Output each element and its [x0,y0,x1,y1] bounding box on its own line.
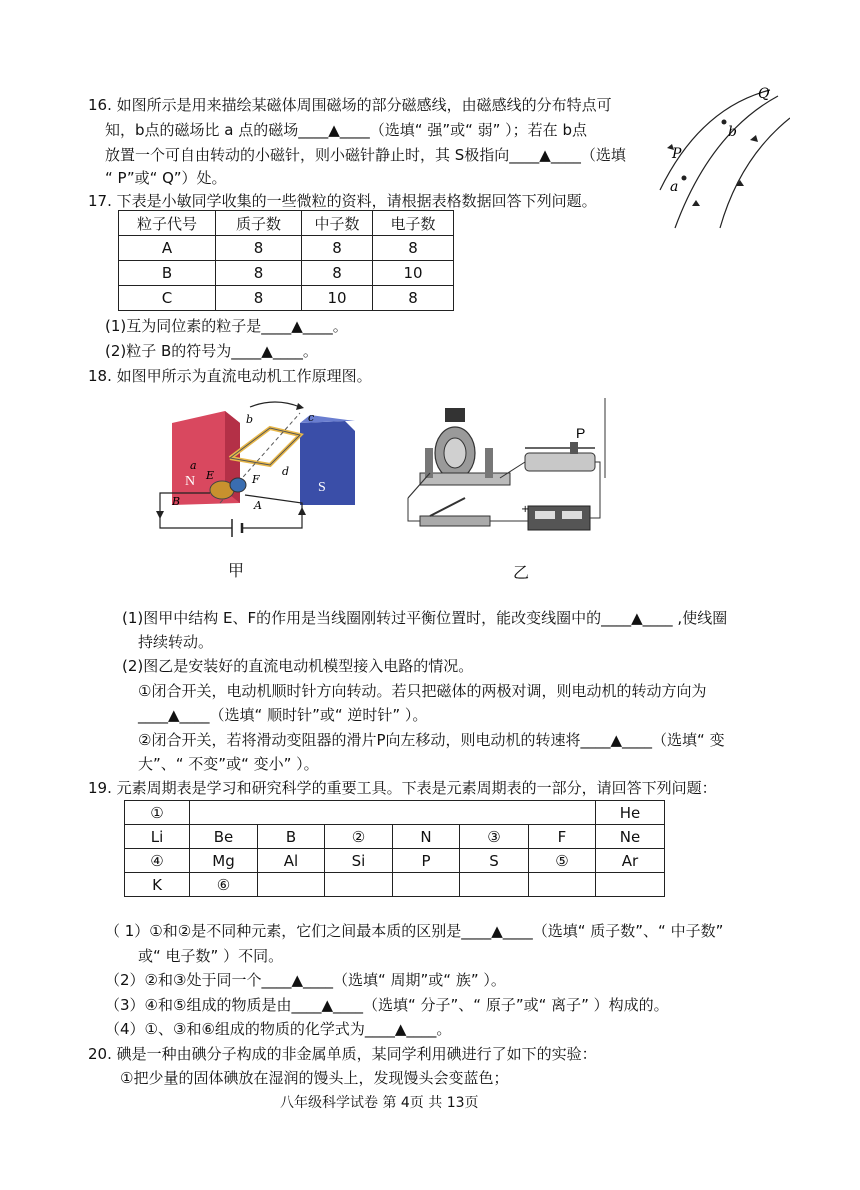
label-a-lower: a [190,459,197,472]
label-n: N [185,474,196,489]
table-header: 质子数 [216,211,302,236]
q18-intro: 18. 如图甲所示为直流电动机工作原理图。 [88,367,372,385]
table-cell: 10 [373,261,454,286]
label-e: E [206,469,215,482]
q17-intro: 17. 下表是小敏同学收集的一些微粒的资料，请根据表格数据回答下列问题。 [88,192,597,210]
table-row [119,286,454,311]
q16-line4: “ P”或“ Q”）处。 [105,169,227,187]
label-f: F [252,473,260,486]
caption-jia: 甲 [228,561,245,580]
table-cell: S [460,849,529,873]
table-cell: C [119,286,216,311]
table-cell: Mg [190,849,258,873]
motor-model-figure [400,398,610,548]
table-cell: 8 [302,261,373,286]
table-cell: He [596,801,665,825]
label-b: b [728,124,737,140]
table-row [125,801,665,825]
q19-sub3: （3）④和⑤组成的物质是由____▲____（选填“ 分子”、“ 原子”或“ 离子” ）构成的。 [105,996,669,1014]
label-s: S [318,480,326,495]
table-cell: B [119,261,216,286]
q18-sub2b-line2: 大”、“ 不变”或“ 变小” ）。 [138,755,319,773]
table-cell [596,873,665,897]
q16-line3: 放置一个可自由转动的小磁针，则小磁针静止时，其 S极指向____▲____（选填 [105,146,626,164]
table-cell: Ne [596,825,665,849]
q19-sub1-line2: 或“ 电子数” ）不同。 [138,947,284,965]
q18-sub2a-line1: ①闭合开关，电动机顺时针方向转动。若只把磁体的两极对调，则电动机的转动方向为 [138,682,707,700]
table-cell: Be [190,825,258,849]
q18-sub2: (2)图乙是安装好的直流电动机模型接入电路的情况。 [122,657,474,675]
table-gap [190,801,596,825]
q19-sub2: （2）②和③处于同一个____▲____（选填“ 周期”或“ 族” ）。 [105,971,506,989]
label-c: c [308,411,315,424]
table-cell: P [393,849,460,873]
label-d: d [282,465,290,478]
table-cell: B [258,825,325,849]
label-b-lower: b [246,413,254,426]
motor-principle-figure [150,393,365,548]
periodic-table [124,800,665,897]
table-header: 中子数 [302,211,373,236]
table-cell: ④ [125,849,190,873]
q18-sub1-line1: (1)图甲中结构 E、F的作用是当线圈刚转过平衡位置时，能改变线圈中的____▲____ ,使线圈 [122,609,728,627]
table-cell: A [119,236,216,261]
svg-text:+: + [521,504,530,515]
caption-yi: 乙 [513,563,530,582]
q18-sub1-line2: 持续转动。 [138,633,214,651]
table-row [125,825,665,849]
table-row [119,236,454,261]
table-cell: ⑥ [190,873,258,897]
table-cell: F [529,825,596,849]
label-p: P [672,146,682,162]
table-cell: ① [125,801,190,825]
table-cell [393,873,460,897]
table-cell: Ar [596,849,665,873]
q19-sub4: （4）①、③和⑥组成的物质的化学式为____▲____。 [105,1020,452,1038]
table-cell: ⑤ [529,849,596,873]
table-cell: ③ [460,825,529,849]
particle-table [118,210,454,311]
table-cell: Al [258,849,325,873]
label-a-upper: A [254,499,262,512]
page-footer: 八年级科学试卷 第 4页 共 13页 [280,1095,479,1111]
q17-sub2: (2)粒子 B的符号为____▲____。 [105,342,318,360]
table-cell [325,873,393,897]
table-cell [460,873,529,897]
label-a: a [670,179,679,195]
table-row [119,261,454,286]
table-cell: ② [325,825,393,849]
table-cell: K [125,873,190,897]
label-b-upper: B [172,495,181,508]
q18-sub2b-line1: ②闭合开关，若将滑动变阻器的滑片P向左移动，则电动机的转速将____▲____（选填“ 变 [138,731,725,749]
q19-sub1-line1: （ 1）①和②是不同种元素，它们之间最本质的区别是____▲____（选填“ 质子数”、“ 中子数” [105,922,724,940]
q19-intro: 19. 元素周期表是学习和研究科学的重要工具。下表是元素周期表的一部分，请回答下列问题： [88,779,717,797]
table-cell: 10 [302,286,373,311]
label-q: Q [758,86,770,102]
q17-sub1: (1)互为同位素的粒子是____▲____。 [105,317,348,335]
table-cell: Si [325,849,393,873]
table-cell: 8 [216,236,302,261]
table-row [125,873,665,897]
q18-sub2a-line2: ____▲____（选填“ 顺时针”或“ 逆时针” ）。 [138,706,428,724]
q16-line1: 16. 如图所示是用来描绘某磁体周围磁场的部分磁感线，由磁感线的分布特点可 [88,96,612,114]
table-cell: 8 [216,286,302,311]
table-cell: N [393,825,460,849]
table-cell: 8 [216,261,302,286]
label-p-slider: P [576,425,586,441]
q20-step1: ①把少量的固体碘放在湿润的馒头上，发现馒头会变蓝色； [120,1069,509,1087]
table-cell: 8 [373,286,454,311]
table-cell [258,873,325,897]
table-cell: 8 [373,236,454,261]
table-header: 粒子代号 [119,211,216,236]
table-row [125,849,665,873]
table-cell: Li [125,825,190,849]
magnetic-field-figure [640,78,790,233]
table-cell: 8 [302,236,373,261]
table-header: 电子数 [373,211,454,236]
q16-line2: 知，b点的磁场比 a 点的磁场____▲____（选填“ 强”或“ 弱” ）；若在 b点 [105,121,587,139]
q20-intro: 20. 碘是一种由碘分子构成的非金属单质，某同学利用碘进行了如下的实验： [88,1045,597,1063]
table-cell [529,873,596,897]
